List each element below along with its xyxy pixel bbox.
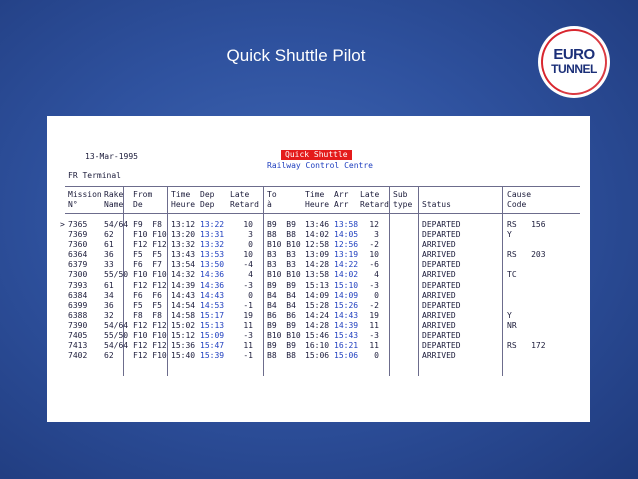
header-rake: Rake: [104, 190, 124, 199]
cell-cause: Y: [507, 230, 512, 240]
cell-time2: 14:28: [305, 320, 330, 330]
cell-time2: 14:09: [305, 290, 330, 300]
cell-time: 14:43: [171, 290, 196, 300]
cell-to: B10 B10: [267, 240, 301, 250]
cell-from: F6 F7: [133, 260, 162, 270]
table-row[interactable]: [47, 250, 590, 260]
cell-late: -3: [243, 280, 253, 290]
cell-status: DEPARTED: [422, 280, 461, 290]
cell-time: 13:54: [171, 260, 196, 270]
header-mission: Mission: [68, 190, 102, 199]
cell-time2: 14:28: [305, 260, 330, 270]
cell-from: F12 F10: [133, 351, 167, 361]
table-row[interactable]: [47, 331, 590, 341]
table-row[interactable]: [47, 291, 590, 301]
table-row[interactable]: [47, 230, 590, 240]
cell-status: DEPARTED: [422, 230, 461, 240]
cell-late: -3: [243, 331, 253, 341]
cell-to: B9 B9: [267, 320, 296, 330]
logo-line1: EURO: [553, 46, 595, 63]
cell-from: F8 F8: [133, 310, 162, 320]
table-row[interactable]: [47, 321, 590, 331]
cell-time2: 15:06: [305, 351, 330, 361]
cell-rake: 36: [104, 250, 114, 260]
cell-from: F5 F5: [133, 250, 162, 260]
header-time2: Time: [305, 190, 325, 199]
cell-time: 13:20: [171, 230, 196, 240]
table-row[interactable]: [47, 311, 590, 321]
cell-time: 15:12: [171, 331, 196, 341]
cell-dep: 14:36: [200, 270, 225, 280]
cell-late: -1: [243, 300, 253, 310]
header-subtype: Sub: [393, 190, 408, 199]
cell-status: ARRIVED: [422, 310, 456, 320]
cell-late2: 11: [369, 341, 379, 351]
cell-time: 15:36: [171, 341, 196, 351]
cell-mission: 6384: [68, 290, 88, 300]
header-mission-sub: N°: [68, 200, 78, 209]
header-late2-sub: Retard: [360, 200, 389, 209]
cell-arr: 15:43: [334, 331, 359, 341]
cell-time2: 15:13: [305, 280, 330, 290]
cell-status: ARRIVED: [422, 320, 456, 330]
table-row[interactable]: [47, 301, 590, 311]
cell-from: F12 F12: [133, 280, 167, 290]
cell-dep: 13:50: [200, 260, 225, 270]
cell-arr: 13:19: [334, 250, 359, 260]
cell-to: B10 B10: [267, 270, 301, 280]
header-subtype-sub: type: [393, 200, 413, 209]
cell-rake: 54/64: [104, 220, 129, 229]
cell-dep: 13:53: [200, 250, 225, 260]
cell-mission: 6399: [68, 300, 88, 310]
cell-arr: 13:58: [334, 220, 359, 229]
cell-cause: RS 156: [507, 220, 546, 229]
cell-time2: 13:58: [305, 270, 330, 280]
cell-rake: 61: [104, 240, 114, 250]
header-time2-sub: Heure: [305, 200, 330, 209]
cell-rake: 55/50: [104, 270, 129, 280]
cell-mission: 6388: [68, 310, 88, 320]
cell-from: F12 F12: [133, 240, 167, 250]
cell-arr: 14:43: [334, 310, 359, 320]
cell-dep: 15:47: [200, 341, 225, 351]
cell-late2: -2: [369, 300, 379, 310]
cell-mission: 7393: [68, 280, 88, 290]
header-arr-sub: Arr: [334, 200, 349, 209]
cell-late: 11: [243, 320, 253, 330]
cell-rake: 62: [104, 230, 114, 240]
cell-late: 4: [248, 270, 253, 280]
cell-from: F12 F12: [133, 320, 167, 330]
cell-late2: 0: [374, 351, 379, 361]
cell-late: 10: [243, 220, 253, 229]
cell-arr: 14:02: [334, 270, 359, 280]
header-late2: Late: [360, 190, 380, 199]
cell-status: DEPARTED: [422, 260, 461, 270]
header-status: Status: [422, 200, 451, 209]
cell-cause: RS 172: [507, 341, 546, 351]
cell-to: B9 B9: [267, 280, 296, 290]
cell-time: 14:39: [171, 280, 196, 290]
cell-cause: TC: [507, 270, 517, 280]
cell-time2: 13:46: [305, 220, 330, 229]
cell-dep: 15:17: [200, 310, 225, 320]
screen-subtitle: Railway Control Centre: [267, 161, 373, 170]
cell-dep: 14:43: [200, 290, 225, 300]
cell-dep: 14:53: [200, 300, 225, 310]
header-cause-sub: Code: [507, 200, 527, 209]
cell-late: 10: [243, 250, 253, 260]
cell-rake: 36: [104, 300, 114, 310]
cell-mission: 6379: [68, 260, 88, 270]
cell-time2: 15:28: [305, 300, 330, 310]
cell-cause: NR: [507, 320, 517, 330]
terminal-screen: [47, 116, 590, 422]
table-row[interactable]: [47, 260, 590, 270]
cell-status: DEPARTED: [422, 341, 461, 351]
cell-time2: 16:10: [305, 341, 330, 351]
cell-dep: 15:13: [200, 320, 225, 330]
cell-rake: 54/64: [104, 320, 129, 330]
cell-mission: 7413: [68, 341, 88, 351]
cell-rake: 33: [104, 260, 114, 270]
cell-arr: 15:06: [334, 351, 359, 361]
header-late: Late: [230, 190, 250, 199]
cell-late2: -6: [369, 260, 379, 270]
cell-from: F5 F5: [133, 300, 162, 310]
header-late-sub: Retard: [230, 200, 259, 209]
cell-from: F10 F10: [133, 331, 167, 341]
cell-late: 3: [248, 230, 253, 240]
cell-rake: 55/50: [104, 331, 129, 341]
cell-dep: 13:22: [200, 220, 225, 229]
cell-rake: 54/64: [104, 341, 129, 351]
cell-to: B4 B4: [267, 300, 296, 310]
cell-status: DEPARTED: [422, 331, 461, 341]
cell-arr: 16:21: [334, 341, 359, 351]
cell-rake: 32: [104, 310, 114, 320]
cell-time2: 14:24: [305, 310, 330, 320]
cell-mission: 7402: [68, 351, 88, 361]
cell-from: F10 F10: [133, 270, 167, 280]
cell-time2: 12:58: [305, 240, 330, 250]
cell-time: 14:54: [171, 300, 196, 310]
cell-arr: 12:56: [334, 240, 359, 250]
cell-mission: 7369: [68, 230, 88, 240]
table-row[interactable]: [47, 270, 590, 280]
cell-rake: 61: [104, 280, 114, 290]
header-dep-sub: Dep: [200, 200, 215, 209]
cell-dep: 13:32: [200, 240, 225, 250]
table-row[interactable]: [47, 220, 590, 230]
cell-cause: RS 203: [507, 250, 546, 260]
selected-row-marker: >: [60, 220, 65, 229]
cell-dep: 13:31: [200, 230, 225, 240]
cell-to: B8 B8: [267, 351, 296, 361]
cell-late2: -3: [369, 331, 379, 341]
table-row[interactable]: [47, 240, 590, 250]
header-rake-sub: Name: [104, 200, 124, 209]
cell-late2: 12: [369, 220, 379, 229]
header-time-sub: Heure: [171, 200, 196, 209]
cell-late: 0: [248, 290, 253, 300]
header-from-sub: De: [133, 200, 143, 209]
screen-banner: Quick Shuttle: [281, 150, 352, 160]
cell-dep: 14:36: [200, 280, 225, 290]
cell-late2: 10: [369, 250, 379, 260]
header-arr: Arr: [334, 190, 349, 199]
cell-to: B9 B9: [267, 341, 296, 351]
header-cause: Cause: [507, 190, 532, 199]
cell-time: 14:32: [171, 270, 196, 280]
cell-arr: 14:09: [334, 290, 359, 300]
cell-dep: 15:09: [200, 331, 225, 341]
cell-to: B9 B9: [267, 220, 296, 229]
cell-time: 15:40: [171, 351, 196, 361]
cell-time2: 14:02: [305, 230, 330, 240]
cell-status: DEPARTED: [422, 220, 461, 229]
cell-time: 13:12: [171, 220, 196, 229]
cell-status: DEPARTED: [422, 300, 461, 310]
cell-late2: 0: [374, 290, 379, 300]
header-to-sub: à: [267, 200, 272, 209]
cell-rake: 34: [104, 290, 114, 300]
cell-from: F9 F8: [133, 220, 162, 229]
cell-late: 0: [248, 240, 253, 250]
cell-late: 19: [243, 310, 253, 320]
cell-from: F12 F12: [133, 341, 167, 351]
header-dep: Dep: [200, 190, 215, 199]
cell-late2: 19: [369, 310, 379, 320]
cell-time: 13:43: [171, 250, 196, 260]
cell-cause: Y: [507, 310, 512, 320]
logo-line2: TUNNEL: [551, 62, 597, 76]
cell-rake: 62: [104, 351, 114, 361]
cell-to: B10 B10: [267, 331, 301, 341]
cell-mission: 7300: [68, 270, 88, 280]
cell-from: F10 F10: [133, 230, 167, 240]
table-row[interactable]: [47, 351, 590, 361]
cell-to: B3 B3: [267, 250, 296, 260]
cell-late: 11: [243, 341, 253, 351]
cell-time2: 15:46: [305, 331, 330, 341]
cell-status: ARRIVED: [422, 290, 456, 300]
cell-late: -4: [243, 260, 253, 270]
cell-status: ARRIVED: [422, 351, 456, 361]
cell-late: -1: [243, 351, 253, 361]
cell-mission: 7360: [68, 240, 88, 250]
header-time: Time: [171, 190, 191, 199]
cell-to: B8 B8: [267, 230, 296, 240]
cell-status: ARRIVED: [422, 250, 456, 260]
mission-table: [47, 220, 590, 361]
cell-mission: 7405: [68, 331, 88, 341]
cell-time2: 13:09: [305, 250, 330, 260]
cell-mission: 7365: [68, 220, 88, 229]
cell-arr: 14:39: [334, 320, 359, 330]
cell-to: B3 B3: [267, 260, 296, 270]
cell-late2: -2: [369, 240, 379, 250]
cell-dep: 15:39: [200, 351, 225, 361]
cell-arr: 15:26: [334, 300, 359, 310]
cell-status: ARRIVED: [422, 270, 456, 280]
cell-to: B4 B4: [267, 290, 296, 300]
cell-mission: 7390: [68, 320, 88, 330]
cell-time: 15:02: [171, 320, 196, 330]
cell-arr: 15:10: [334, 280, 359, 290]
cell-mission: 6364: [68, 250, 88, 260]
screen-date: 13-Mar-1995: [85, 152, 138, 161]
eurotunnel-logo: [538, 26, 610, 98]
cell-late2: 11: [369, 320, 379, 330]
table-row[interactable]: [47, 341, 590, 351]
cell-arr: 14:05: [334, 230, 359, 240]
table-row[interactable]: [47, 281, 590, 291]
cell-from: F6 F6: [133, 290, 162, 300]
cell-to: B6 B6: [267, 310, 296, 320]
cell-arr: 14:22: [334, 260, 359, 270]
cell-status: ARRIVED: [422, 240, 456, 250]
cell-time: 13:32: [171, 240, 196, 250]
slide-title: Quick Shuttle Pilot: [226, 46, 366, 65]
header-to: To: [267, 190, 277, 199]
cell-late2: -3: [369, 280, 379, 290]
header-from: From: [133, 190, 153, 199]
logo-ring-icon: [532, 20, 617, 105]
cell-time: 14:58: [171, 310, 196, 320]
cell-late2: 4: [374, 270, 379, 280]
terminal-name: FR Terminal: [68, 171, 121, 180]
cell-late2: 3: [374, 230, 379, 240]
